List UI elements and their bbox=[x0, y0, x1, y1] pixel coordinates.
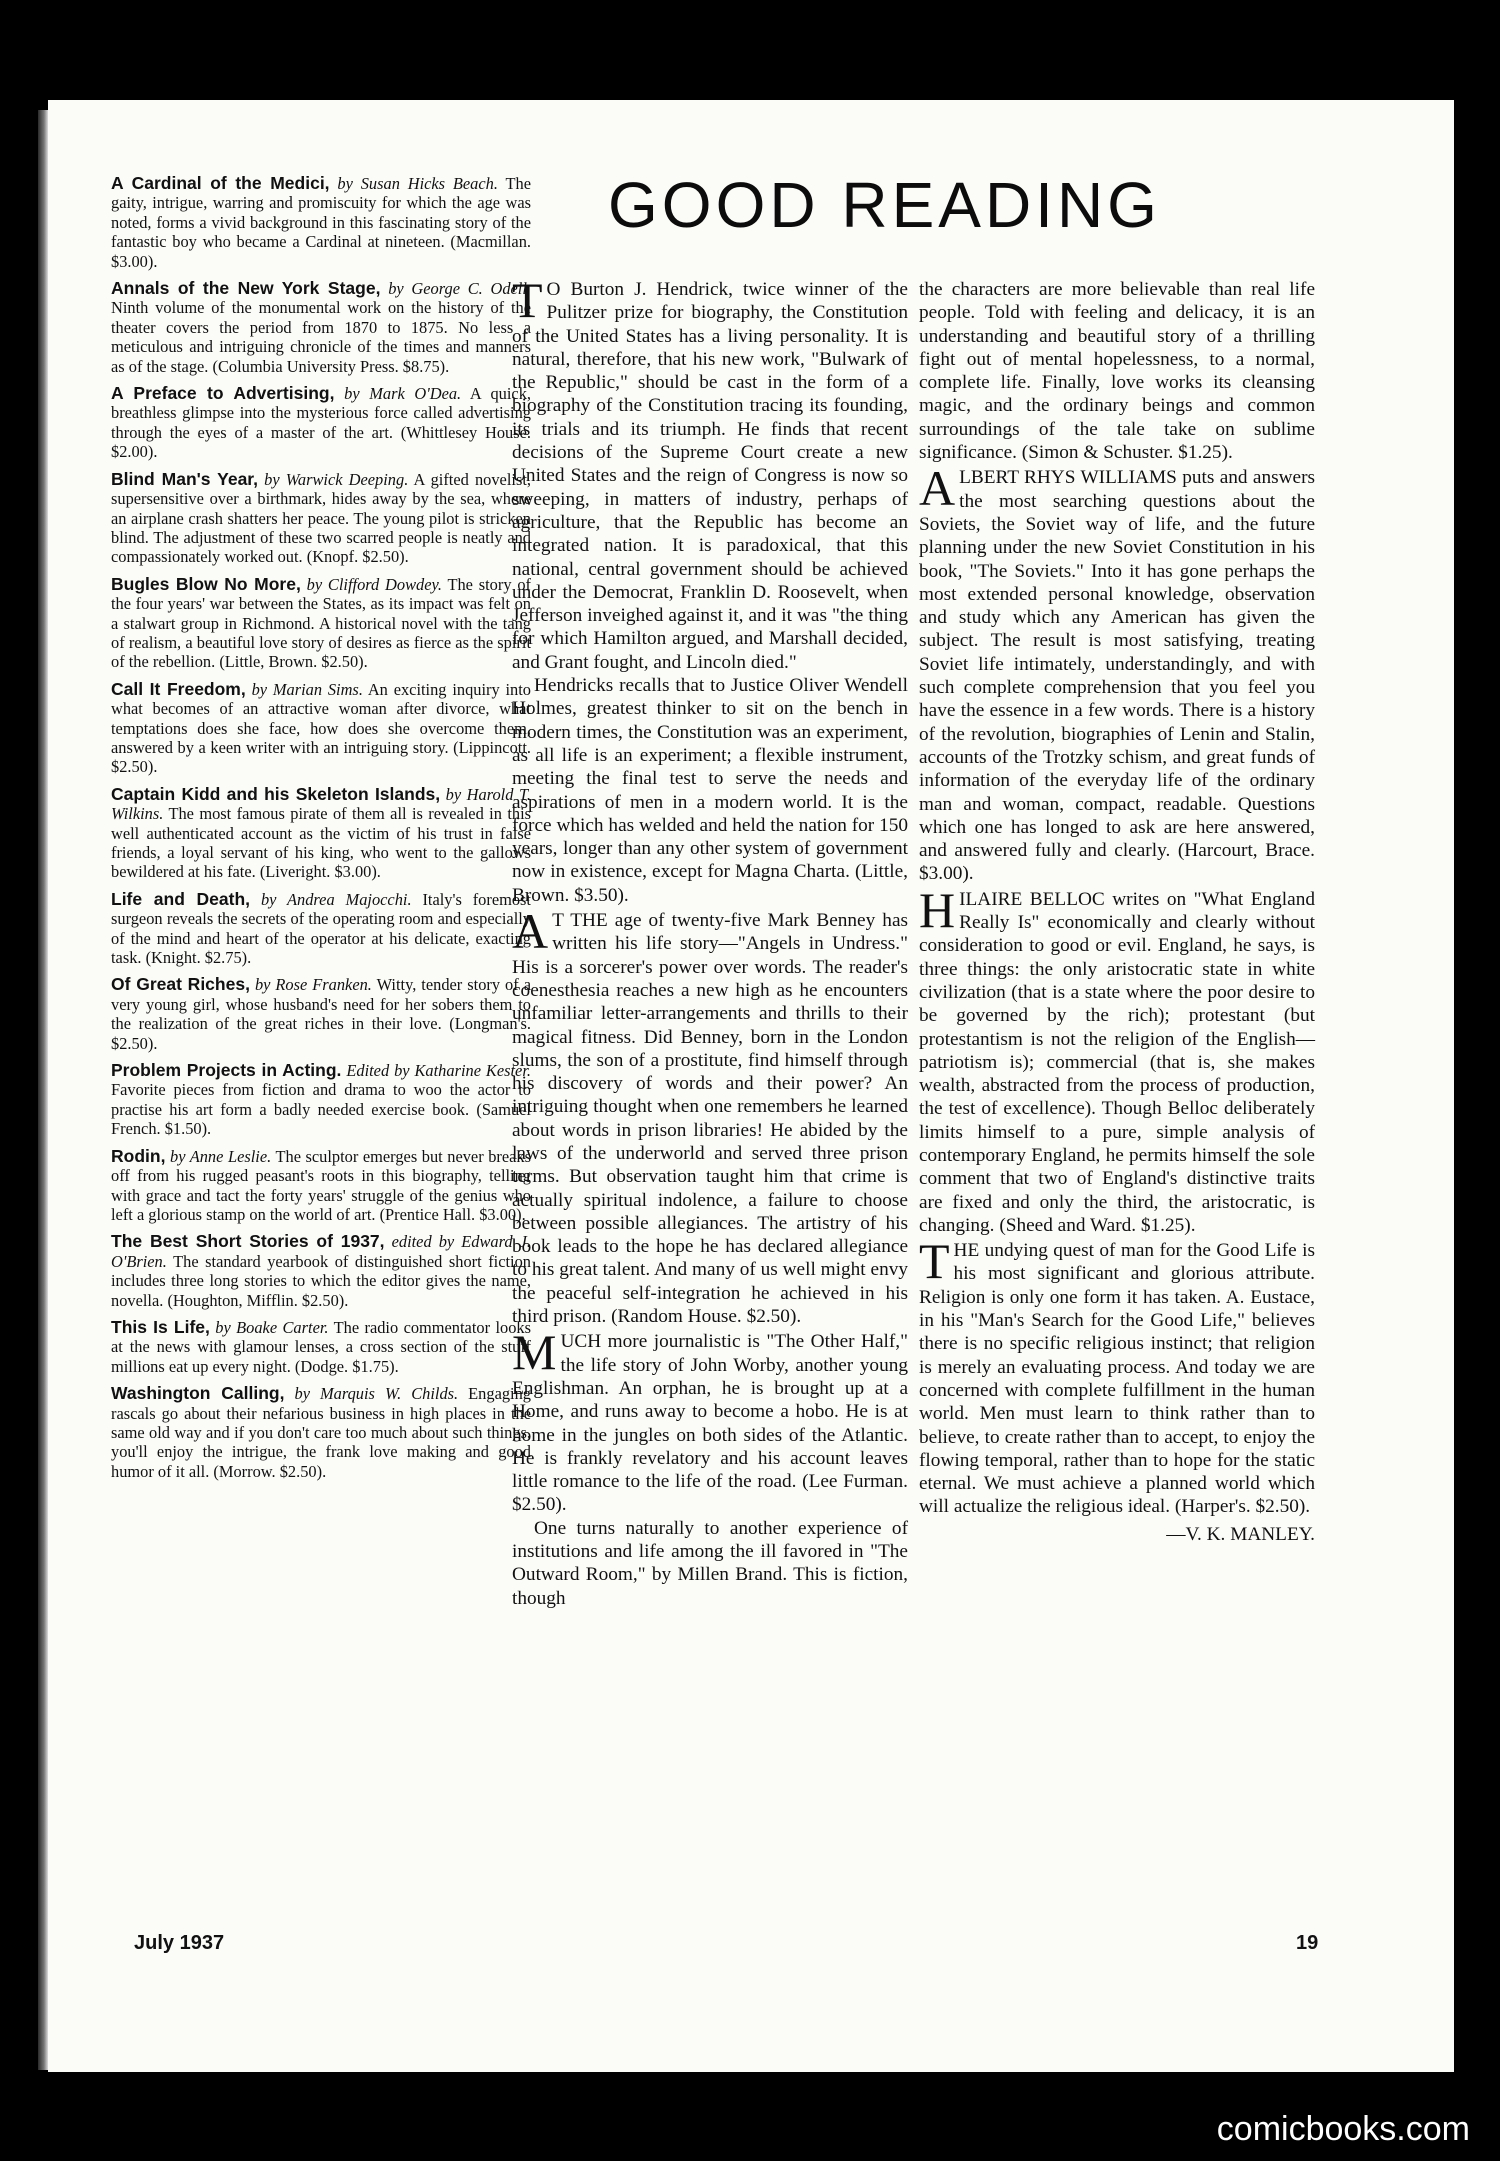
list-item: Problem Projects in Acting. Edited by Katharine Kester. Favorite pieces from fiction and drama to woo the actor to practise his art form a badly needed exercise book. (Samuel French. $1.50). bbox=[111, 1060, 531, 1139]
list-item: Washington Calling, by Marquis W. Childs. Engaging rascals go about their nefarious business in high places in the same old way and if you don't care too much about such things, you'll enjoy the intrigue, the frank love making and good humor of it all. (Morrow. $2.50). bbox=[111, 1383, 531, 1481]
article-paragraph: THE undying quest of man for the Good Life is his most significant and glorious attribute. Religion is only one form it has taken. A. Eustace, in his "Man's Search for the Good Life," believes there is no specific religious instinct; that religion is merely an evaluating process. And today we are concerned with complete fulfillment in the human world. Men must learn to think rather than to believe, to create rather than to accept, to enjoy the flowing temporal, rather than to hope for the static eternal. We must achieve a planned world which will actualize the religious ideal. (Harper's. $2.50). bbox=[919, 1233, 1315, 1518]
author-signoff: —V. K. MANLEY. bbox=[1166, 1523, 1315, 1545]
article-column-right bbox=[919, 278, 1315, 1546]
list-item: A Cardinal of the Medici, by Susan Hicks Beach. The gaity, intrigue, warring and promiscuity for which the age was noted, forms a vivid background in this fascinating story of the fantastic boy who became a Cardinal at nineteen. (Macmillan. $3.00). bbox=[111, 173, 531, 271]
article-paragraph: ALBERT RHYS WILLIAMS puts and answers the most searching questions about the Soviets, the Soviet way of life, and the future planning under the new Soviet Constitution in his book, "The Soviets." Into it has gone perhaps the most extended personal knowledge, observation and study which any American has given the subject. The result is most satisfying, treating Soviet life intimately, understandingly, and with such complete comprehension that you feel you have the essence in a few words. There is a history of the revolution, biographies of Lenin and Stalin, accounts of the Trotzky schism, and great funds of information of the everyday life of the ordinary man and woman, compact, readable. Questions which one has longed to ask are here answered, and answered fully and clearly. (Harcourt, Brace. $3.00). bbox=[919, 460, 1315, 885]
article-paragraph: MUCH more journalistic is "The Other Half," the life story of John Worby, another young Englishman. An orphan, he is brought up at a Home, and runs away to become a hobo. He is at home in the jungles on both sides of the Atlantic. He is frankly revelatory and his account leaves little romance to the life of the road. (Lee Furman. $2.50). bbox=[512, 1324, 908, 1516]
page-title: GOOD READING bbox=[608, 169, 1161, 241]
list-item: Of Great Riches, by Rose Franken. Witty, tender story of a very young girl, whose husband's need for her sobers them to the realization of the great riches in their love. (Longman's. $2.50). bbox=[111, 974, 531, 1053]
drop-cap: T bbox=[919, 1233, 950, 1290]
page-number: 19 bbox=[1296, 1932, 1319, 1954]
list-item: Rodin, by Anne Leslie. The sculptor emerges but never breaks off from his rugged peasant's roots in this biography, telling with grace and tact the forty years' struggle of the genius who left a glorious stamp on the world of art. (Prentice Hall. $3.00). bbox=[111, 1145, 531, 1224]
magazine-page bbox=[48, 100, 1454, 2072]
list-item: Bugles Blow No More, by Clifford Dowdey. The story of the four years' war between the States, as its impact was felt on a stalwart group in Richmond. A historical novel with the tang of realism, a beautiful love story of desires as fierce as the spirit of the rebellion. (Little, Brown. $2.50). bbox=[111, 573, 531, 672]
drop-cap: M bbox=[512, 1324, 557, 1381]
site-watermark: comicbooks.com bbox=[1216, 2110, 1470, 2148]
article-paragraph: Hendricks recalls that to Justice Oliver Wendell Holmes, greatest thinker to sit on the bench in modern times, the Constitution was an experiment, as all life is an experiment; a flexible instrument, meeting the final test to serve the needs and aspirations of men in a modern world. It is the force which has welded and held the nation for 150 years, longer than any other system of government now in existence, except for Magna Charta. (Little, Brown. $3.50). bbox=[512, 675, 908, 906]
short-reviews-column bbox=[111, 174, 531, 1489]
page-gutter-shadow bbox=[38, 110, 48, 2070]
issue-date: July 1937 bbox=[134, 1932, 225, 1954]
article-paragraph: One turns naturally to another experience of institutions and life among the ill favored in "The Outward Room," by Millen Brand. This is fiction, though bbox=[512, 1517, 908, 1609]
list-item: Life and Death, by Andrea Majocchi. Italy's foremost surgeon reveals the secrets of the operating room and especially of the mind and heart of the operator at his delicate, exacting task. (Knight. $2.75). bbox=[111, 888, 531, 968]
drop-cap: H bbox=[919, 881, 956, 938]
list-item: Captain Kidd and his Skeleton Islands, by Harold T. Wilkins. The most famous pirate of them all is revealed in this well authenticated account as the victim of his trust in false friends, a loyal servant of his king, who went to the gallows bewildered at his fate. (Liveright. $3.00). bbox=[111, 783, 531, 882]
article-paragraph: HILAIRE BELLOC writes on "What England Really Is" economically and clearly without consideration to good or evil. England, he says, is three things: the only aristocratic state in white civilization (that is a state where the poor desire to be governed by the rich); protestant (but protestantism is not the religion of the English—patriotism is); commercial (that is, she makes wealth, abstracted from the process of production, the test of excellence). Though Belloc deliberately limits himself to a pure, simple analysis of contemporary England, he permits himself the sole comment that two of England's distinctive traits are fixed and only the third, the aristocratic, is changing. (Sheed and Ward. $1.25). bbox=[919, 881, 1315, 1236]
list-item: Annals of the New York Stage, by George C. Odell. Ninth volume of the monumental work on the history of the theater covers the period from 1870 to 1875. No less a meticulous and intriguing chronicle of the times and manners as of the stage. (Columbia University Press. $8.75). bbox=[111, 278, 531, 376]
article-paragraph: T O Burton J. Hendrick, twice winner of the Pulitzer prize for biography, the Constitution of the United States has a living personality. It is natural, therefore, that his new work, "Bulwark of the Republic," should be cast in the form of a biography of the Constitution tracing its founding, its trials and its triumph. He finds that recent decisions of the Supreme Court create a new United States and the reign of Congress is now so sweeping, in matters of industry, perhaps of agriculture, that the Republic has become an integrated nation. It is paradoxical, that this national, central government should be achieved under the Democrat, Franklin D. Roosevelt, when Jefferson inveighed against it, and it was "the thing for which Hamilton argued, and Marshall decided, and Grant fought, and Lincoln died." bbox=[512, 272, 908, 673]
article-column-middle bbox=[512, 272, 908, 1610]
article-paragraph: the characters are more believable than real life people. Told with feeling and delicacy, it is an understanding and beautiful story of a thrilling fight out of mental hopelessness, to a normal, complete life. Finally, love works its cleansing magic, and the ordinary beings and common surroundings of the tale take on sublime significance. (Simon & Schuster. $1.25). bbox=[919, 279, 1315, 464]
list-item: The Best Short Stories of 1937, edited by Edward J. O'Brien. The standard yearbook of distinguished short fiction includes three long stories to which the editor gives the name, novella. (Houghton, Mifflin. $2.50). bbox=[111, 1231, 531, 1310]
list-item: This Is Life, by Boake Carter. The radio commentator looks at the news with glamour lenses, a cross section of the stuff millions eat up every night. (Dodge. $1.75). bbox=[111, 1316, 531, 1376]
drop-cap: A bbox=[512, 903, 549, 960]
article-paragraph: A T THE age of twenty-five Mark Benney has written his life story—"Angels in Undress." His is a sorcerer's power over words. The reader's coenesthesia reaches a new high as he encounters unfamiliar letter-arrangements and thrills to their magical fitness. Did Benney, born in the London slums, the son of a prostitute, find himself through his discovery of words and their power? An intriguing thought when one remembers he learned about words in prison libraries! He abided by the laws of the underworld and served three prison terms. But observation taught him that crime is actually spiritual indolence, a failure to choose between possible allegiances. The artistry of his book leads to the hope he has declared allegiance to his great talent. And many of us well might envy the peaceful self-integration he achieved in his third prison. (Random House. $2.50). bbox=[512, 903, 908, 1328]
list-item: Call It Freedom, by Marian Sims. An exciting inquiry into what becomes of an attractive woman after divorce, what temptations does she face, how does she overcome them, answered by a keen writer with an intriguing story. (Lippincott. $2.50). bbox=[111, 678, 531, 777]
list-item: Blind Man's Year, by Warwick Deeping. A gifted novelist, supersensitive over a birthmark, hides away by the sea, where an airplane crash shatters her peace. The young pilot is stricken blind. The adjustment of these two scarred people is neatly and compassionately worked out. (Knopf. $2.50). bbox=[111, 468, 531, 567]
drop-cap: T bbox=[512, 272, 543, 328]
drop-cap: A bbox=[919, 460, 956, 517]
list-item: A Preface to Advertising, by Mark O'Dea. A quick, breathless glimpse into the mysterious force called advertising through the eyes of a master of the art. (Whittlesey House. $2.00). bbox=[111, 383, 531, 462]
